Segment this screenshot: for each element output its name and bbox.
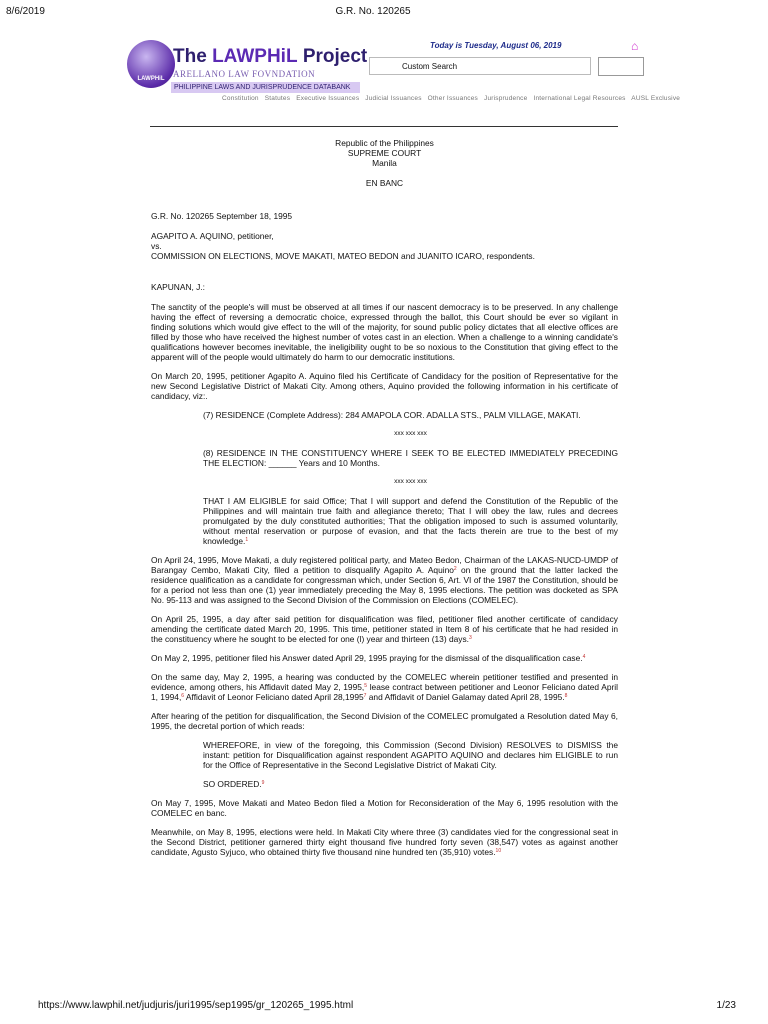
top-nav (222, 95, 684, 102)
ellipsis: xxx xxx xxx (394, 478, 427, 485)
paragraph: The sanctity of the people's will must be observed at all times if our nascent democracy is to be preserved. In any challenge having the effect of reversing a democratic choice, expressed through the ballot, this Court should be ever so vigilant in finding solutions which would give effect to the will of the majority, for sound public policy dictates that all elective offices are filled by those who have received the highest number of votes cast in an election. When a challenge to a winning candidate's qualifications however becomes inevitable, the ineligibility ought to be so noxious to the Constitution that giving effect to the apparent will of the people would ultimately do harm to our democratic institutions. (151, 302, 618, 362)
print-header (6, 6, 740, 20)
page-number: 1/23 (716, 1000, 736, 1011)
case-number: G.R. No. 120265 September 18, 1995 (151, 211, 293, 221)
paragraph: Meanwhile, on May 8, 1995, elections were held. In Makati City where three (3) candidates vied for the congressional seat in the Second District, petitioner garnered thirty eight thousand five hundred forty seven (38,547) votes as against another candidate, Agusto Syjuco, who obtained thirty five thousand nine hundred ten (35,910) votes.$^{10}$ (151, 827, 618, 857)
footnote-link[interactable]: 1 (245, 537, 249, 543)
footnote-link[interactable]: 3 (468, 635, 472, 641)
paragraph: On May 2, 1995, petitioner filed his Answer dated April 29, 1995 praying for the dismissal of the disqualification case.$^4$ (151, 653, 586, 663)
ponente: KAPUNAN, J.: (151, 282, 205, 292)
paragraph: After hearing of the petition for disqualification, the Second Division of the COMELEC promulgated a Resolution dated May 6, 1995, the decretal portion of which reads: (151, 711, 618, 731)
footnote-link[interactable]: 7 (363, 693, 367, 699)
nav-executive[interactable]: Executive Issuances (296, 95, 360, 102)
court: SUPREME COURT (347, 148, 422, 158)
site-bar: PHILIPPINE LAWS AND JURISPRUDENCE DATABANK (171, 82, 360, 93)
footnote-link[interactable]: 4 (582, 654, 586, 660)
search-input[interactable]: Custom Search (369, 57, 591, 75)
nav-jurisprudence[interactable]: Jurisprudence (484, 95, 528, 102)
paragraph: On March 20, 1995, petitioner Agapito A. Aquino filed his Certificate of Candidacy for the position of Representative for the new Second Legislative District of Makati City. Among others, Aquino provided the following information in his certificate of candidacy, viz:. (151, 371, 618, 401)
footnote-link[interactable]: 8 (564, 693, 568, 699)
logo-emblem-icon: LAWPHiL (127, 40, 175, 88)
footnote-link[interactable]: 6 (181, 693, 185, 699)
footnote-link[interactable]: 5 (364, 683, 367, 689)
footnote-link[interactable]: 9 (261, 780, 265, 786)
nav-international[interactable]: International Legal Resources (533, 95, 626, 102)
quote: SO ORDERED.$^9$ (203, 779, 265, 789)
print-title: G.R. No. 120265 (335, 6, 411, 17)
nav-constitution[interactable]: Constitution (222, 95, 259, 102)
nav-ausl[interactable]: AUSL Exclusive (631, 95, 681, 102)
nav-judicial[interactable]: Judicial Issuances (365, 95, 422, 102)
paragraph: On April 24, 1995, Move Makati, a duly registered political party, and Mateo Bedon, Chairman of the LAKAS-NUCD-UMDP of Barangay Cembo, Makati City, filed a petition to disqualify Agapito A. Aquino$^2$ on the ground that the latter lacked the residence qualification as a candidate for congressman which, under Section 6, Art. VI of the 1987 the Constitution, should be for a period not less than one (1) year immediately preceding the May 8, 1995 elections. The petition was docketed as SPA No. 95-113 and was assigned to the Second Division of the Commission on Elections (COMELEC). (151, 555, 619, 605)
print-date: 8/6/2019 (6, 6, 45, 17)
home-icon[interactable]: ⌂ (631, 39, 639, 53)
nav-other[interactable]: Other Issuances (427, 95, 478, 102)
footnote-link[interactable]: 10 (495, 848, 502, 854)
versus: vs. (151, 241, 162, 251)
search-button[interactable] (598, 57, 644, 76)
page-url: https://www.lawphil.net/judjuris/juri1995/sep1995/gr_120265_1995.html (38, 1000, 354, 1011)
nav-statutes[interactable]: Statutes (264, 95, 291, 102)
en-banc: EN BANC (365, 178, 404, 188)
today-date: Today is Tuesday, August 06, 2019 (430, 41, 562, 50)
site-subtitle: ARELLANO LAW FOVNDATION (173, 69, 316, 79)
paragraph: On April 25, 1995, a day after said petition for disqualification was filed, petitioner filed another certificate of candidacy amending the certificate dated March 20, 1995. This time, petitioner stated in Item 8 of his certificate that he had resided in the constituency where he sought to be elected for one (l) year and thirteen (13) days.$^3$ (151, 614, 618, 644)
ellipsis: xxx xxx xxx (394, 430, 427, 437)
quote: (8) RESIDENCE IN THE CONSTITUENCY WHERE I SEEK TO BE ELECTED IMMEDIATELY PRECEDING THE ELECTION: ______ Years and 10 Months. (203, 448, 618, 468)
respondents: COMMISSION ON ELECTIONS, MOVE MAKATI, MATEO BEDON and JUANITO ICARO, respondents. (151, 251, 535, 261)
site-logo[interactable] (127, 40, 367, 96)
decision-body (151, 138, 618, 866)
site-title: The LAWPHiL Project (173, 46, 368, 67)
divider (150, 126, 618, 127)
print-footer (38, 1000, 736, 1014)
quote: THAT I AM ELIGIBLE for said Office; That I will support and defend the Constitution of the Republic of the Philippines and will maintain true faith and allegiance thereto; That I will obey the law, rules and decrees promulgated by the duly constituted authorities; That the obligation imposed to such is assumed voluntarily, without mental reservation or purpose of evasion, and that the facts therein are true to the best of my knowledge.$^1$ (203, 496, 618, 546)
footnote-link[interactable]: 2 (453, 566, 457, 572)
republic: Republic of the Philippines (335, 138, 434, 148)
city: Manila (372, 158, 397, 168)
quote: WHEREFORE, in view of the foregoing, this Commission (Second Division) RESOLVES to DISMISS the instant: petition for Disqualification against respondent AGAPITO AQUINO and declares him ELIGIBLE to run for the Office of Representative in the Second Legislative District of Makati City. (203, 740, 618, 770)
petitioner: AGAPITO A. AQUINO, petitioner, (151, 231, 274, 241)
paragraph: On the same day, May 2, 1995, a hearing was conducted by the COMELEC wherein petitioner testified and presented in evidence, among others, his Affidavit dated May 2, 1995,$^5$ lease contract between petitioner and Leonor Feliciano dated April 1, 1994,$^6$ Affidavit of Leonor Feliciano dated April 28,1995$^7$ and Affidavit of Daniel Galamay dated April 28, 1995.$^8$ (151, 672, 618, 702)
quote: (7) RESIDENCE (Complete Address): 284 AMAPOLA COR. ADALLA STS., PALM VILLAGE, MAKATI. (203, 410, 581, 420)
paragraph: On May 7, 1995, Move Makati and Mateo Bedon filed a Motion for Reconsideration of the May 6, 1995 resolution with the COMELEC en banc. (151, 798, 618, 818)
